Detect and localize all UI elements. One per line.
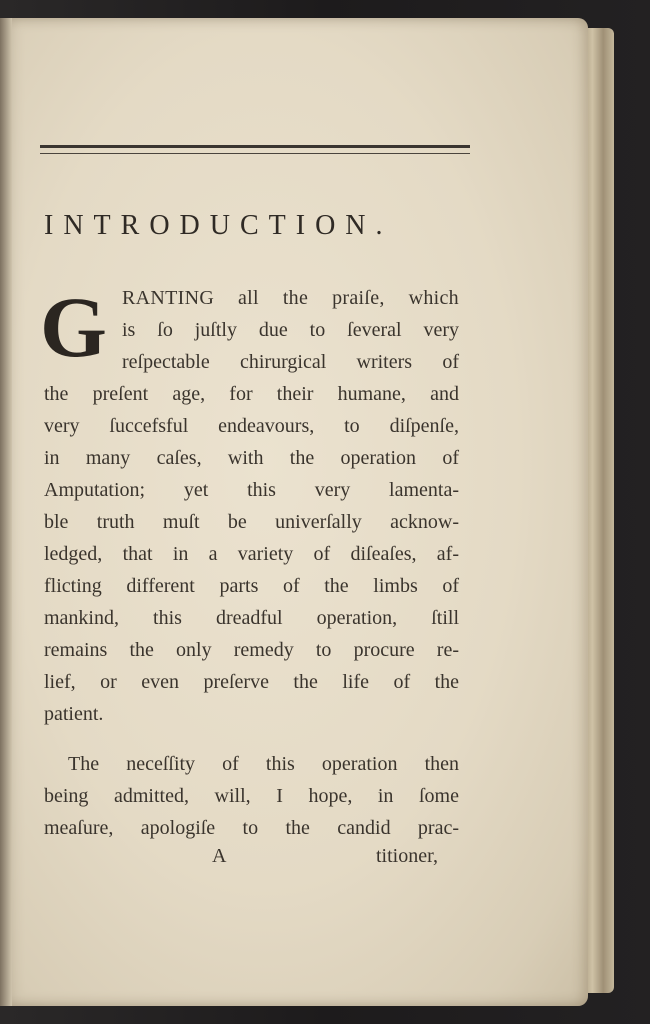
text-line: ble truth muſt be univerſally acknow- xyxy=(44,511,459,533)
text-line: the preſent age, for their humane, and xyxy=(44,383,459,405)
text-line: The neceſſity of this operation then xyxy=(68,753,459,775)
text-line: ledged, that in a variety of diſeaſes, af- xyxy=(44,543,459,565)
signature-mark: A xyxy=(212,845,227,867)
text-line: very ſuccefsful endeavours, to diſpenſe, xyxy=(44,415,459,437)
drop-cap: G xyxy=(40,279,107,375)
header-rule-thick xyxy=(40,145,470,148)
chapter-heading: INTRODUCTION. xyxy=(44,210,393,241)
paragraph-2 xyxy=(44,748,459,844)
text-line: meaſure, apologiſe to the candid prac- xyxy=(44,817,459,839)
page-gutter xyxy=(0,18,12,1006)
text-line: Amputation; yet this very lamenta- xyxy=(44,479,459,501)
text-line: in many caſes, with the operation of xyxy=(44,447,459,469)
text-line: lief, or even preſerve the life of the xyxy=(44,671,459,693)
paragraph-1-body xyxy=(44,378,459,730)
catchword: titioner, xyxy=(376,845,438,867)
text-line: patient. xyxy=(44,703,104,725)
header-rule-thin xyxy=(40,153,470,154)
text-line: is ſo juſtly due to ſeveral very xyxy=(122,319,459,341)
text-line: RANTING all the praiſe, which xyxy=(122,287,459,309)
paragraph-1-opening xyxy=(122,282,459,378)
text-line: mankind, this dreadful operation, ſtill xyxy=(44,607,459,629)
text-line: flicting different parts of the limbs of xyxy=(44,575,459,597)
text-line: being admitted, will, I hope, in ſome xyxy=(44,785,459,807)
text-line: remains the only remedy to procure re- xyxy=(44,639,459,661)
text-line: reſpectable chirurgical writers of xyxy=(122,351,459,373)
